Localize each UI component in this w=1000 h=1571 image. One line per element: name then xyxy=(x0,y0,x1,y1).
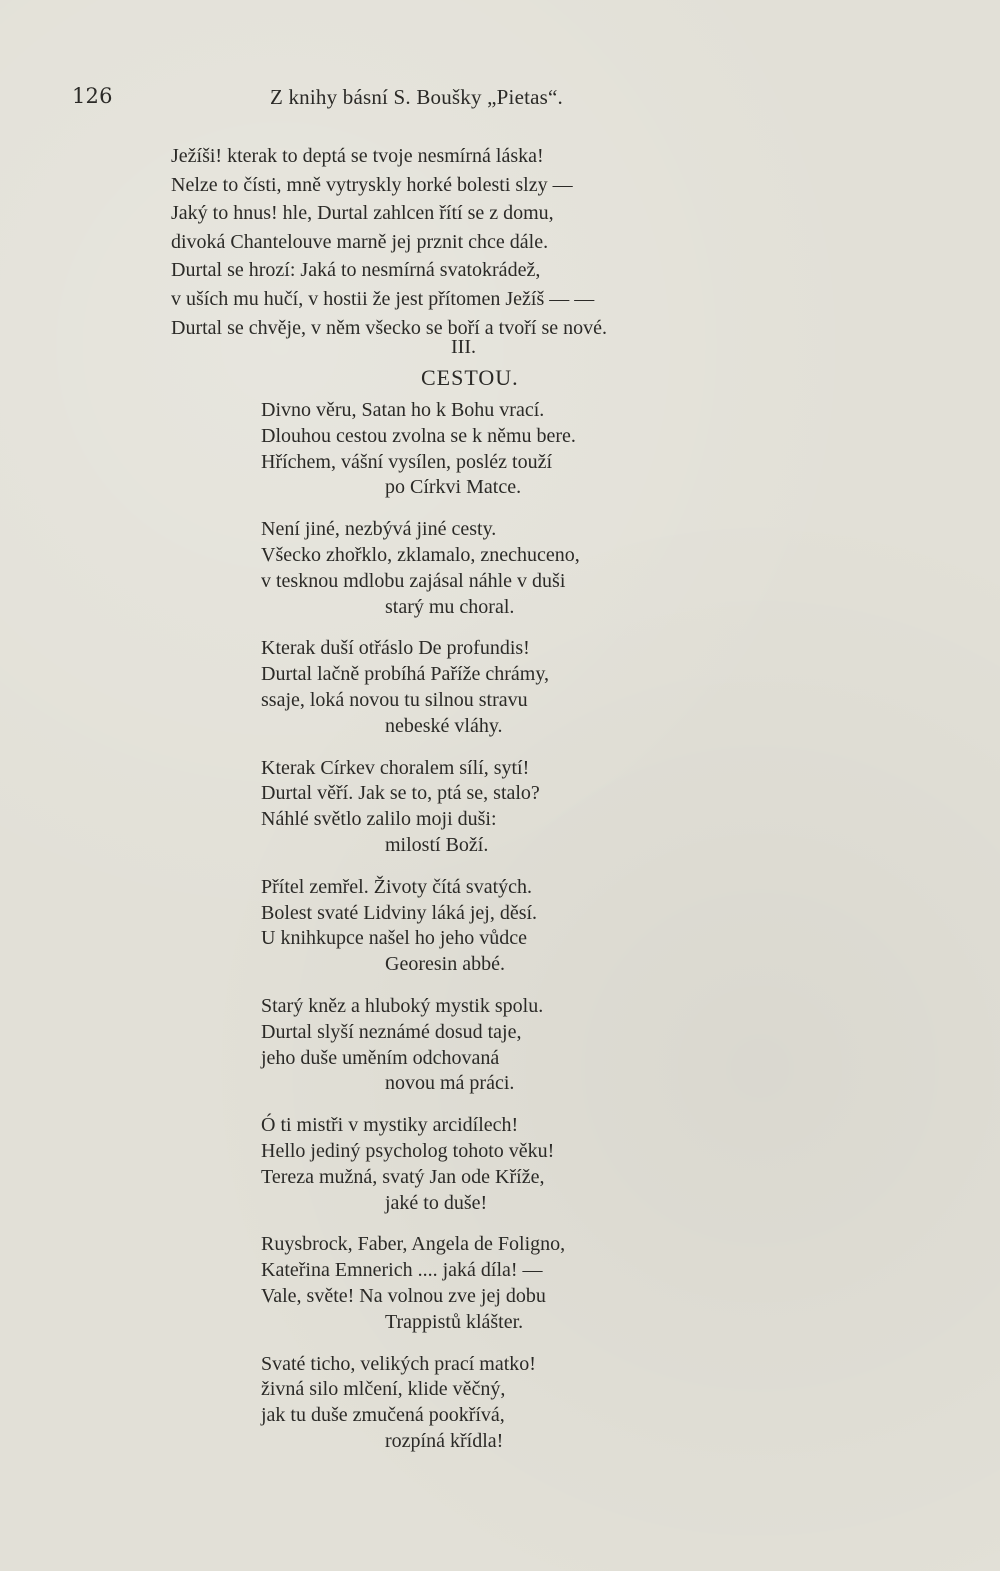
poem-line: ssaje, loká novou tu silnou stravu xyxy=(261,688,528,711)
poem-stanza xyxy=(261,1232,731,1335)
poem-short-line: Trappistů klášter. xyxy=(385,1310,524,1333)
prose-line: Jaký to hnus! hle, Durtal zahlcen řítí se z domu, xyxy=(171,202,554,225)
poem-short-line: nebeské vláhy. xyxy=(385,714,503,737)
poem-stanza xyxy=(261,875,731,978)
prose-line: divoká Chantelouve marně jej prznit chce dále. xyxy=(171,230,549,253)
poem-stanza xyxy=(261,1352,731,1455)
poem-short-line: rozpíná křídla! xyxy=(385,1429,504,1452)
prose-line: v uších mu hučí, v hostii že jest přítomen Ježíš — — xyxy=(171,287,595,310)
poem-short-line: milostí Boží. xyxy=(385,833,489,856)
poem-short-line: novou má práci. xyxy=(385,1072,515,1095)
poem-line: Vale, světe! Na volnou zve jej dobu xyxy=(261,1284,546,1307)
poem-stanza xyxy=(261,756,731,859)
prose-line: Nelze to čísti, mně vytryskly horké bolesti slzy — xyxy=(171,173,573,196)
poem xyxy=(261,398,731,1471)
poem-line: Hello jediný psycholog tohoto věku! xyxy=(261,1139,555,1162)
section-title: CESTOU. xyxy=(421,365,519,390)
poem-line: Kateřina Emnerich .... jaká díla! — xyxy=(261,1259,543,1282)
prose-line: Durtal se chvěje, v něm všecko se boří a tvoří se nové. xyxy=(171,316,607,339)
poem-line: Není jiné, nezbývá jiné cesty. xyxy=(261,518,497,541)
page-header xyxy=(72,84,692,118)
running-head: Z knihy básní S. Boušky „Pietas“. xyxy=(270,85,564,109)
poem-line: Durtal lačně probíhá Paříže chrámy, xyxy=(261,663,550,686)
poem-line: v tesknou mdlobu zajásal náhle v duši xyxy=(261,569,566,592)
poem-line: Náhlé světlo zalilo moji duši: xyxy=(261,808,497,831)
prose-paragraph xyxy=(171,142,791,342)
poem-line: Divno věru, Satan ho k Bohu vrací. xyxy=(261,399,545,421)
poem-short-line: po Církvi Matce. xyxy=(385,476,522,499)
poem-line: živná silo mlčení, klide věčný, xyxy=(261,1378,506,1401)
section-number: III. xyxy=(451,336,476,358)
poem-short-line: jaké to duše! xyxy=(385,1191,488,1214)
prose-line: Durtal se hrozí: Jaká to nesmírná svatokrádež, xyxy=(171,259,541,282)
poem-line: jak tu duše zmučená pookřívá, xyxy=(261,1404,505,1427)
poem-line: Kterak duší otřáslo De profundis! xyxy=(261,637,530,660)
poem-stanza xyxy=(261,398,731,501)
poem-line: Kterak Církev choralem sílí, sytí! xyxy=(261,756,530,779)
poem-line: Durtal slyší neznámé dosud taje, xyxy=(261,1020,522,1043)
poem-line: Všecko zhořklo, zklamalo, znechuceno, xyxy=(261,543,580,566)
poem-line: Přítel zemřel. Životy čítá svatých. xyxy=(261,875,533,898)
poem-line: Tereza mužná, svatý Jan ode Kříže, xyxy=(261,1165,545,1188)
poem-stanza xyxy=(261,1113,731,1216)
poem-line: Durtal věří. Jak se to, ptá se, stalo? xyxy=(261,782,540,805)
poem-line: Svaté ticho, velikých prací matko! xyxy=(261,1352,536,1375)
poem-short-line: starý mu choral. xyxy=(385,595,515,618)
poem-line: Dlouhou cestou zvolna se k němu bere. xyxy=(261,424,576,447)
poem-stanza xyxy=(261,994,731,1097)
prose-line: Ježíši! kterak to deptá se tvoje nesmírná láska! xyxy=(171,145,544,167)
poem-line: Bolest svaté Lidviny láká jej, děsí. xyxy=(261,901,538,924)
poem-stanza xyxy=(261,517,731,620)
poem-line: U knihkupce našel ho jeho vůdce xyxy=(261,927,528,950)
page-number: 126 xyxy=(72,84,113,108)
poem-line: Starý kněz a hluboký mystik spolu. xyxy=(261,994,544,1017)
poem-stanza xyxy=(261,636,731,739)
poem-line: Hříchem, vášní vysílen, posléz touží xyxy=(261,450,553,473)
poem-line: Ó ti mistři v mystiky arcidílech! xyxy=(261,1114,519,1137)
poem-line: Ruysbrock, Faber, Angela de Foligno, xyxy=(261,1233,566,1256)
poem-short-line: Georesin abbé. xyxy=(385,953,505,976)
poem-line: jeho duše uměním odchovaná xyxy=(261,1046,500,1069)
